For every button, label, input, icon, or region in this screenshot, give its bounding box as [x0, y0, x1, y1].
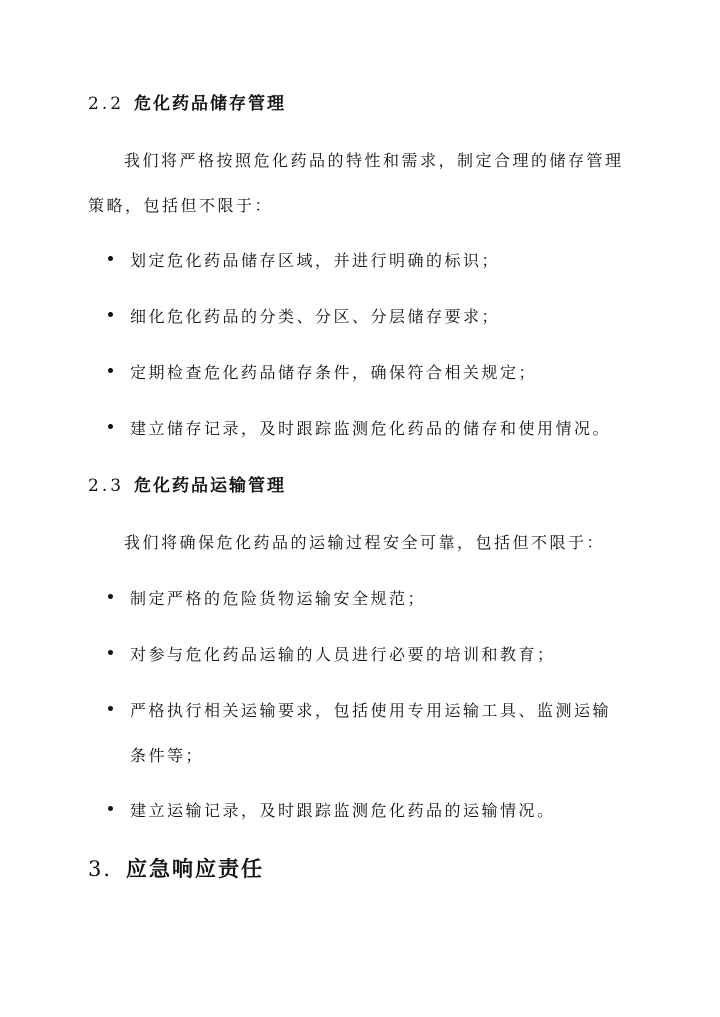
section-2-2-number: 2.2	[88, 94, 125, 114]
list-item-text: 严格执行相关运输要求，包括使用专用运输工具、监测运输	[130, 701, 612, 720]
section-2-3-intro: 我们将确保危化药品的运输过程安全可靠，包括但不限于：	[124, 533, 606, 552]
section-2-3-heading	[88, 471, 286, 496]
bullet-dot-icon	[108, 650, 113, 655]
bullet-dot-icon	[108, 368, 113, 373]
section-2-2-intro-line1: 我们将严格按照危化药品的特性和需求，制定合理的储存管理	[124, 151, 624, 170]
list-item-text: 建立储存记录，及时跟踪监测危化药品的储存和使用情况。	[130, 419, 612, 438]
section-2-2-heading	[88, 89, 286, 114]
section-3-number: 3.	[88, 857, 113, 881]
section-2-2-title: 危化药品储存管理	[134, 94, 287, 114]
list-item-text: 细化危化药品的分类、分区、分层储存要求；	[130, 307, 501, 326]
section-3-heading	[88, 853, 264, 883]
bullet-dot-icon	[108, 256, 113, 261]
bullet-dot-icon	[108, 806, 113, 811]
bullet-dot-icon	[108, 706, 113, 711]
list-item-text: 定期检查危化药品储存条件，确保符合相关规定；	[130, 363, 538, 382]
section-2-3-title: 危化药品运输管理	[134, 476, 287, 496]
list-item-text: 对参与危化药品运输的人员进行必要的培训和教育；	[130, 645, 556, 664]
bullet-dot-icon	[108, 594, 113, 599]
section-2-2-intro-line2: 策略，包括但不限于：	[88, 196, 274, 215]
list-item-continuation: 条件等；	[130, 746, 205, 765]
list-item-text: 划定危化药品储存区域，并进行明确的标识；	[130, 251, 501, 270]
bullet-dot-icon	[108, 312, 113, 317]
section-2-3-number: 2.3	[88, 476, 125, 496]
section-3-title: 应急响应责任	[126, 856, 265, 881]
list-item-text: 建立运输记录，及时跟踪监测危化药品的运输情况。	[130, 801, 556, 820]
list-item-text: 制定严格的危险货物运输安全规范；	[130, 589, 427, 608]
bullet-dot-icon	[108, 424, 113, 429]
